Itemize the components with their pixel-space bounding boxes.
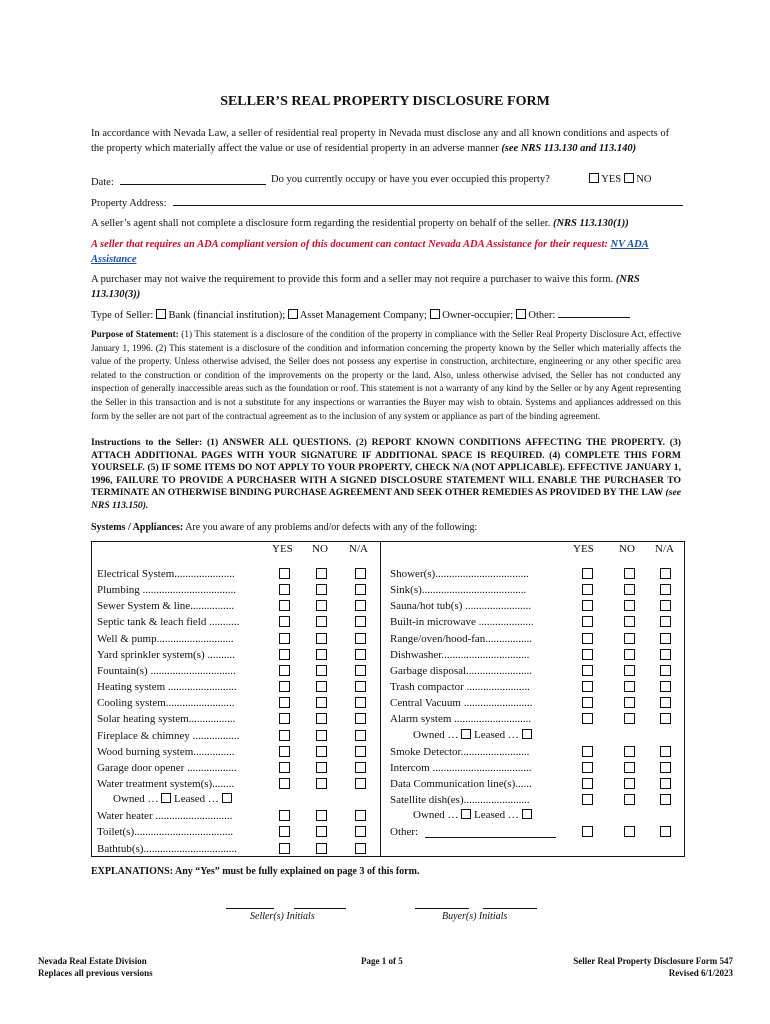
left-item-yes-checkbox[interactable] <box>279 616 290 627</box>
table-divider <box>380 541 381 857</box>
right-item-yes-checkbox[interactable] <box>582 762 593 773</box>
systems-heading <box>91 522 477 533</box>
left-item-yes-checkbox[interactable] <box>279 697 290 708</box>
agent-note <box>91 216 681 231</box>
right-item-no-checkbox[interactable] <box>624 584 635 595</box>
right-item-na-checkbox[interactable] <box>660 778 671 789</box>
left-item-no-checkbox[interactable] <box>316 697 327 708</box>
right-item-no-checkbox[interactable] <box>624 826 635 837</box>
right-item-na-checkbox[interactable] <box>660 713 671 724</box>
right-item-label: Intercom .................................... <box>390 761 532 774</box>
left-item-label: Solar heating system................. <box>97 713 236 726</box>
left-item-no-checkbox[interactable] <box>316 568 327 579</box>
instructions-citation: (see NRS 113.150). <box>91 487 681 511</box>
property-address-row <box>91 195 683 209</box>
right-item-label: Built-in microwave .................... <box>390 616 534 629</box>
right-item-no-checkbox[interactable] <box>624 568 635 579</box>
left-item-no-checkbox[interactable] <box>316 584 327 595</box>
right-item-na-checkbox[interactable] <box>660 600 671 611</box>
left-item-na-checkbox[interactable] <box>355 730 366 741</box>
left-item-yes-checkbox[interactable] <box>279 826 290 837</box>
intro-paragraph <box>91 126 681 156</box>
right-item-label: Satellite dish(es)........................ <box>390 794 530 807</box>
left-item-na-checkbox[interactable] <box>355 665 366 676</box>
leased-checkbox[interactable] <box>522 809 532 819</box>
right-item-na-checkbox[interactable] <box>660 746 671 757</box>
agent-note-citation: (NRS 113.130(1)) <box>552 218 629 229</box>
seller-type-other-label: Other: <box>528 310 556 321</box>
left-item-label: Bathtub(s).................................. <box>97 842 237 855</box>
leased-label: Leased … <box>474 728 519 741</box>
left-item-na-checkbox[interactable] <box>355 697 366 708</box>
seller-type-owner-checkbox[interactable] <box>430 309 440 319</box>
owned-checkbox[interactable] <box>161 793 171 803</box>
right-item-yes-checkbox[interactable] <box>582 633 593 644</box>
right-item-label: Central Vacuum ......................... <box>390 697 533 710</box>
left-item-label: Water treatment system(s)........ <box>97 777 235 790</box>
left-item-na-checkbox[interactable] <box>355 826 366 837</box>
right-item-no-checkbox[interactable] <box>624 794 635 805</box>
footer-page-number: Page 1 of 5 <box>361 956 403 966</box>
right-item-yes-checkbox[interactable] <box>582 665 593 676</box>
left-item-yes-checkbox[interactable] <box>279 810 290 821</box>
waive-note-text: A purchaser may not waive the requirement to provide this form and a seller may not require a purchaser to waive this form. <box>91 274 614 285</box>
purpose-text: (1) This statement is a disclosure of the condition of the property in compliance with the Seller Real Property Disclosure Act, effective January 1, 1996. (2) This statement is a disclosure of the condition and information concerning the property known by the Seller which materially affects the value of the property. Unless otherwise advised, the Seller does not possess any expertise in construction, architecture, engineering or any other specific area related to the construction or condition of the improvements on the property or the land. Also, unless otherwise advised, the Seller has not conducted any inspection of generally inaccessible areas such as the foundation or roof. This statement is not a warranty of any kind by the Seller or by any Agent representing the Seller in this transaction and is not a substitute for any inspections or warranties the Buyer may wish to obtain. Systems and appliances addressed on this form by the seller are not part of the contractual agreement as to the inclusion of any system or appliance as part of the binding agreement. <box>91 329 681 421</box>
owned-label: Owned … <box>413 809 459 822</box>
left-item-yes-checkbox[interactable] <box>279 746 290 757</box>
seller-type-asset-label: Asset Management Company; <box>299 310 427 321</box>
explanations-note: EXPLANATIONS: Any “Yes” must be fully explained on page 3 of this form. <box>91 866 420 877</box>
left-item-label: Plumbing .................................. <box>97 584 237 597</box>
right-item-label: Garbage disposal........................ <box>390 664 533 677</box>
left-item-na-checkbox[interactable] <box>355 746 366 757</box>
right-col-na: N/A <box>655 543 674 555</box>
right-item-yes-checkbox[interactable] <box>582 778 593 789</box>
seller-type-row <box>91 307 630 321</box>
date-field[interactable] <box>120 174 266 185</box>
waive-note-citation: (NRS 113.130(3)) <box>91 274 640 300</box>
left-item-na-checkbox[interactable] <box>355 616 366 627</box>
left-item-na-checkbox[interactable] <box>355 584 366 595</box>
right-item-yes-checkbox[interactable] <box>582 568 593 579</box>
left-item-label: Toilet(s).................................... <box>97 826 234 839</box>
occupy-row <box>271 174 550 185</box>
instructions-text: Instructions to the Seller: (1) ANSWER ALL QUESTIONS. (2) REPORT KNOWN CONDITIONS AFFECTING THE PROPERTY. (3) ATTACH ADDITIONAL PAGES WITH YOUR SIGNATURE IF ADDITIONAL SPACE IS REQUIRED. (4) COMPLETE THIS FORM YOURSELF. (5) IF SOME ITEMS DO NOT APPLY TO YOUR PROPERTY, CHECK N/A (NOT APPLICABLE). EFFECTIVE JANUARY 1, 1996, FAILURE TO PROVIDE A PURCHASER WITH A SIGNED DISCLOSURE STATEMENT WILL ENABLE THE PURCHASER TO TERMINATE AN OTHERWISE BINDING PURCHASE AGREEMENT AND SEEK OTHER REMEDIES AS PROVIDED BY THE LAW <box>91 437 681 499</box>
left-item-na-checkbox[interactable] <box>355 810 366 821</box>
owned-label: Owned … <box>113 793 159 806</box>
left-item-label: Septic tank & leach field ........... <box>97 616 240 629</box>
right-item-label: Data Communication line(s)...... <box>390 777 532 790</box>
right-item-label: Sauna/hot tub(s) ........................ <box>390 600 532 613</box>
left-item-no-checkbox[interactable] <box>316 649 327 660</box>
left-col-na: N/A <box>349 543 368 555</box>
purpose-label: Purpose of Statement: <box>91 329 179 339</box>
right-item-yes-checkbox[interactable] <box>582 697 593 708</box>
left-item-label: Electrical System...................... <box>97 568 235 580</box>
right-item-na-checkbox[interactable] <box>660 616 671 627</box>
left-item-no-checkbox[interactable] <box>316 810 327 821</box>
right-item-na-checkbox[interactable] <box>660 665 671 676</box>
left-item-na-checkbox[interactable] <box>355 568 366 579</box>
leased-label: Leased … <box>174 793 219 806</box>
right-item-na-checkbox[interactable] <box>660 649 671 660</box>
property-address-label: Property Address: <box>91 198 167 209</box>
left-item-no-checkbox[interactable] <box>316 681 327 692</box>
right-item-na-checkbox[interactable] <box>660 681 671 692</box>
left-item-no-checkbox[interactable] <box>316 633 327 644</box>
right-item-no-checkbox[interactable] <box>624 616 635 627</box>
seller-type-owner-label: Owner-occupier; <box>442 310 514 321</box>
purpose-paragraph <box>91 328 681 423</box>
instructions-paragraph <box>91 437 681 513</box>
left-item-label: Garage door opener .................. <box>97 761 237 774</box>
occupy-options <box>589 173 652 185</box>
right-item-no-checkbox[interactable] <box>624 681 635 692</box>
seller-initial-line-1[interactable] <box>226 908 274 909</box>
right-item-yes-checkbox[interactable] <box>582 616 593 627</box>
footer-revised: Revised 6/1/2023 <box>668 968 733 978</box>
ada-notice-text: A seller that requires an ADA compliant version of this document can contact Nevada ADA Assistance for their request: <box>91 239 608 250</box>
footer-form-name: Seller Real Property Disclosure Form 547 <box>573 956 733 966</box>
intro-citation: (see NRS 113.130 and 113.140) <box>501 143 637 154</box>
leased-checkbox[interactable] <box>222 793 232 803</box>
right-item-no-checkbox[interactable] <box>624 713 635 724</box>
occupy-yes-label: YES <box>601 174 622 185</box>
waive-note <box>91 272 681 302</box>
seller-type-bank-checkbox[interactable] <box>156 309 166 319</box>
other-item-field[interactable] <box>425 837 556 838</box>
leased-checkbox[interactable] <box>522 729 532 739</box>
left-item-no-checkbox[interactable] <box>316 778 327 789</box>
left-item-yes-checkbox[interactable] <box>279 713 290 724</box>
left-item-label: Fireplace & chimney ................. <box>97 729 240 742</box>
occupy-yes-checkbox[interactable] <box>589 173 599 183</box>
right-item-yes-checkbox[interactable] <box>582 681 593 692</box>
right-item-no-checkbox[interactable] <box>624 746 635 757</box>
buyer-initials-label: Buyer(s) Initials <box>442 911 508 922</box>
left-item-no-checkbox[interactable] <box>316 600 327 611</box>
right-item-label: Smoke Detector......................... <box>390 745 530 758</box>
page-title: SELLER’S REAL PROPERTY DISCLOSURE FORM <box>220 94 550 109</box>
satellite-owned-leased <box>413 807 532 823</box>
right-item-label: Trash compactor ....................... <box>390 681 530 694</box>
right-item-yes-checkbox[interactable] <box>582 600 593 611</box>
systems-label: Systems / Appliances: <box>91 522 184 533</box>
buyer-initial-line-1[interactable] <box>415 908 469 909</box>
left-item-no-checkbox[interactable] <box>316 665 327 676</box>
alarm-owned-leased <box>413 727 532 743</box>
left-item-no-checkbox[interactable] <box>316 746 327 757</box>
right-item-yes-checkbox[interactable] <box>582 746 593 757</box>
left-item-na-checkbox[interactable] <box>355 633 366 644</box>
leased-label: Leased … <box>474 809 519 822</box>
intro-text: In accordance with Nevada Law, a seller of residential real property in Nevada must disclose any and all known conditions and aspects of the property which materially affect the value or use of residential property in an adverse manner <box>91 128 670 154</box>
left-item-yes-checkbox[interactable] <box>279 730 290 741</box>
right-item-label: Alarm system ............................ <box>390 713 532 726</box>
left-item-label: Water heater ............................ <box>97 810 233 823</box>
owned-label: Owned … <box>413 728 459 741</box>
seller-initial-line-2[interactable] <box>294 908 346 909</box>
left-item-yes-checkbox[interactable] <box>279 584 290 595</box>
occupy-no-label: NO <box>636 174 652 185</box>
right-item-label: Other: <box>390 826 419 839</box>
occupy-no-checkbox[interactable] <box>624 173 634 183</box>
owned-checkbox[interactable] <box>461 809 471 819</box>
left-item-label: Wood burning system............... <box>97 745 235 758</box>
left-item-no-checkbox[interactable] <box>316 713 327 724</box>
right-item-label: Shower(s).................................. <box>390 568 529 580</box>
left-item-label: Yard sprinkler system(s) .......... <box>97 648 235 661</box>
seller-type-label: Type of Seller: <box>91 310 154 321</box>
seller-type-asset-checkbox[interactable] <box>288 309 298 319</box>
right-item-no-checkbox[interactable] <box>624 665 635 676</box>
seller-type-other-checkbox[interactable] <box>516 309 526 319</box>
left-item-label: Fountain(s) ............................... <box>97 664 236 677</box>
right-item-no-checkbox[interactable] <box>624 633 635 644</box>
right-item-no-checkbox[interactable] <box>624 600 635 611</box>
left-item-na-checkbox[interactable] <box>355 600 366 611</box>
left-item-label: Cooling system......................... <box>97 697 235 710</box>
left-item-no-checkbox[interactable] <box>316 843 327 854</box>
left-item-yes-checkbox[interactable] <box>279 600 290 611</box>
right-item-no-checkbox[interactable] <box>624 649 635 660</box>
date-row <box>91 174 266 188</box>
right-item-yes-checkbox[interactable] <box>582 794 593 805</box>
right-col-yes: YES <box>573 543 594 555</box>
left-item-na-checkbox[interactable] <box>355 762 366 773</box>
left-item-no-checkbox[interactable] <box>316 826 327 837</box>
ada-notice <box>91 237 681 267</box>
right-item-yes-checkbox[interactable] <box>582 826 593 837</box>
left-item-label: Well & pump............................ <box>97 632 234 645</box>
footer-replaces: Replaces all previous versions <box>38 968 153 978</box>
left-item-yes-checkbox[interactable] <box>279 762 290 773</box>
right-item-label: Sink(s)...................................... <box>390 584 527 597</box>
seller-type-other-field[interactable] <box>558 307 630 318</box>
left-item-yes-checkbox[interactable] <box>279 633 290 644</box>
right-col-no: NO <box>619 543 635 555</box>
ada-assistance-link[interactable]: NV ADA Assistance <box>91 239 649 265</box>
seller-type-bank-label: Bank (financial institution); <box>168 310 286 321</box>
left-item-yes-checkbox[interactable] <box>279 681 290 692</box>
left-col-yes: YES <box>272 543 293 555</box>
right-item-na-checkbox[interactable] <box>660 826 671 837</box>
left-item-na-checkbox[interactable] <box>355 778 366 789</box>
right-item-yes-checkbox[interactable] <box>582 649 593 660</box>
left-item-no-checkbox[interactable] <box>316 730 327 741</box>
left-item-yes-checkbox[interactable] <box>279 665 290 676</box>
right-item-na-checkbox[interactable] <box>660 584 671 595</box>
occupy-question: Do you currently occupy or have you ever occupied this property? <box>271 174 550 185</box>
right-item-na-checkbox[interactable] <box>660 633 671 644</box>
right-item-label: Range/oven/hood-fan................. <box>390 632 533 645</box>
buyer-initial-line-2[interactable] <box>483 908 537 909</box>
left-col-no: NO <box>312 543 328 555</box>
right-item-na-checkbox[interactable] <box>660 697 671 708</box>
left-item-na-checkbox[interactable] <box>355 681 366 692</box>
right-item-no-checkbox[interactable] <box>624 697 635 708</box>
right-item-yes-checkbox[interactable] <box>582 713 593 724</box>
left-item-na-checkbox[interactable] <box>355 713 366 724</box>
footer-division: Nevada Real Estate Division <box>38 956 147 966</box>
systems-question: Are you aware of any problems and/or defects with any of the following: <box>185 522 478 533</box>
footer-left <box>38 955 153 979</box>
right-item-no-checkbox[interactable] <box>624 778 635 789</box>
left-item-no-checkbox[interactable] <box>316 762 327 773</box>
left-item-yes-checkbox[interactable] <box>279 778 290 789</box>
left-item-label: Heating system ......................... <box>97 681 237 694</box>
right-item-na-checkbox[interactable] <box>660 568 671 579</box>
left-item-yes-checkbox[interactable] <box>279 843 290 854</box>
left-item-na-checkbox[interactable] <box>355 649 366 660</box>
left-item-label: Sewer System & line................ <box>97 600 235 613</box>
right-item-yes-checkbox[interactable] <box>582 584 593 595</box>
footer-right <box>520 955 733 979</box>
property-address-field[interactable] <box>173 195 683 206</box>
agent-note-text: A seller’s agent shall not complete a disclosure form regarding the residential property on behalf of the seller. <box>91 218 551 229</box>
left-item-yes-checkbox[interactable] <box>279 649 290 660</box>
right-item-label: Dishwasher................................ <box>390 648 530 661</box>
right-item-na-checkbox[interactable] <box>660 762 671 773</box>
right-item-no-checkbox[interactable] <box>624 762 635 773</box>
left-item-na-checkbox[interactable] <box>355 843 366 854</box>
owned-checkbox[interactable] <box>461 729 471 739</box>
left-item-yes-checkbox[interactable] <box>279 568 290 579</box>
seller-initials-label: Seller(s) Initials <box>250 911 315 922</box>
left-item-no-checkbox[interactable] <box>316 616 327 627</box>
right-item-na-checkbox[interactable] <box>660 794 671 805</box>
water-treatment-owned-leased <box>113 791 232 807</box>
date-label: Date: <box>91 177 114 188</box>
